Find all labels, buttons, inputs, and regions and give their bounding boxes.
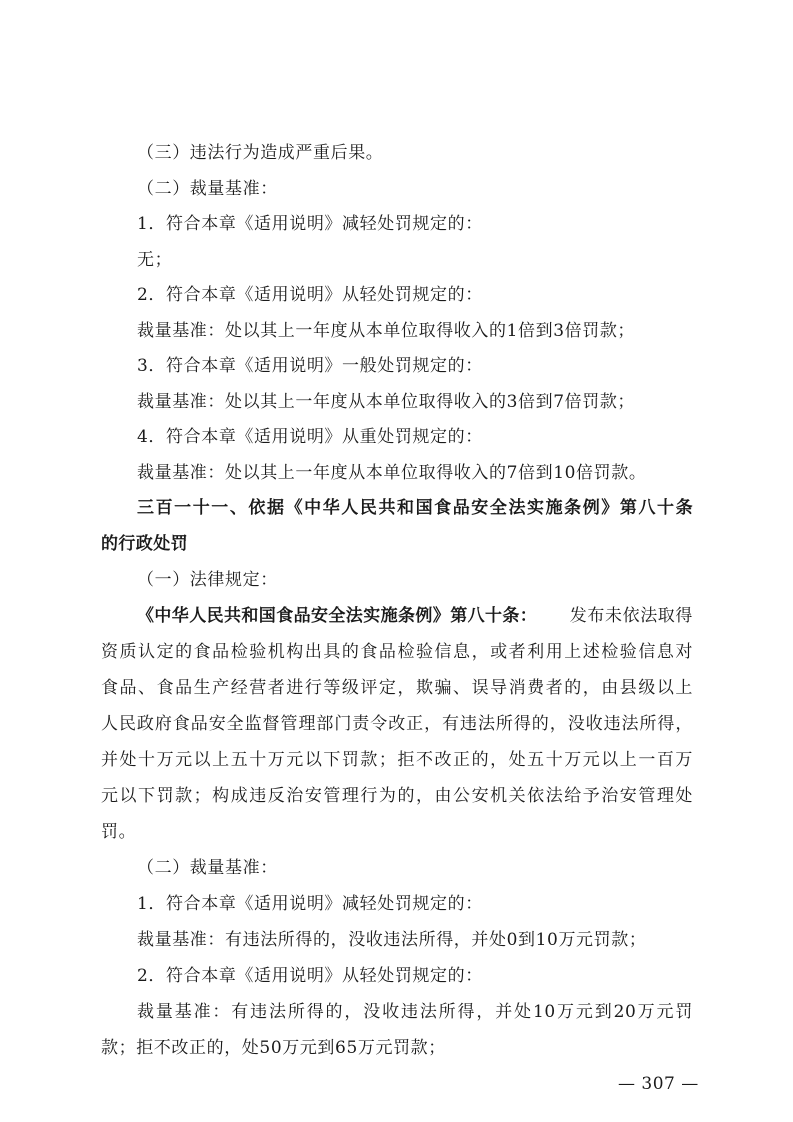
discretion-line: 裁量基准：有违法所得的，没收违法所得，并处10万元到20万元罚 [137, 1002, 693, 1022]
discretion-heading: （二）裁量基准： [137, 858, 278, 878]
discretion-line: 款；拒不改正的，处50万元到65万元罚款； [101, 1038, 446, 1058]
article-line: 食品、食品生产经营者进行等级评定，欺骗、误导消费者的，由县级以上 [101, 678, 693, 698]
text-line: 无； [137, 250, 173, 270]
text-line: 裁量基准：处以其上一年度从本单位取得收入的3倍到7倍罚款； [137, 392, 636, 412]
text-line: 4．符合本章《适用说明》从重处罚规定的： [137, 427, 483, 447]
text-line: 裁量基准：处以其上一年度从本单位取得收入的7倍到10倍罚款。 [137, 463, 647, 483]
page-number: — 307 — [618, 1074, 699, 1094]
article-lead-rest: 发布未依法取得 [569, 606, 693, 626]
article-line: 罚。 [101, 822, 137, 842]
text-line: 2．符合本章《适用说明》从轻处罚规定的： [137, 285, 483, 305]
text-line: （三）违法行为造成严重后果。 [137, 143, 384, 163]
article-line: 人民政府食品安全监督管理部门责令改正，有违法所得的，没收违法所得， [101, 714, 693, 734]
article-lead-line [137, 604, 693, 628]
legal-provision-heading: （一）法律规定： [137, 570, 278, 590]
article-line: 元以下罚款；构成违反治安管理行为的，由公安机关依法给予治安管理处 [101, 786, 693, 806]
section-heading-continued: 的行政处罚 [101, 534, 188, 554]
article-line: 资质认定的食品检验机构出具的食品检验信息，或者利用上述检验信息对 [101, 642, 693, 662]
discretion-line: 1．符合本章《适用说明》减轻处罚规定的： [137, 894, 483, 914]
text-line: 3．符合本章《适用说明》一般处罚规定的： [137, 356, 483, 376]
text-line: 1．符合本章《适用说明》减轻处罚规定的： [137, 214, 483, 234]
discretion-line: 2．符合本章《适用说明》从轻处罚规定的： [137, 966, 483, 986]
article-line: 并处十万元以上五十万元以下罚款；拒不改正的，处五十万元以上一百万 [101, 750, 693, 770]
section-heading: 三百一十一、依据《中华人民共和国食品安全法实施条例》第八十条 [137, 498, 693, 518]
article-title: 《中华人民共和国食品安全法实施条例》第八十条： [137, 606, 538, 626]
discretion-line: 裁量基准：有违法所得的，没收违法所得，并处0到10万元罚款； [137, 930, 647, 950]
text-line: （二）裁量基准： [137, 179, 278, 199]
text-line: 裁量基准：处以其上一年度从本单位取得收入的1倍到3倍罚款； [137, 321, 636, 341]
